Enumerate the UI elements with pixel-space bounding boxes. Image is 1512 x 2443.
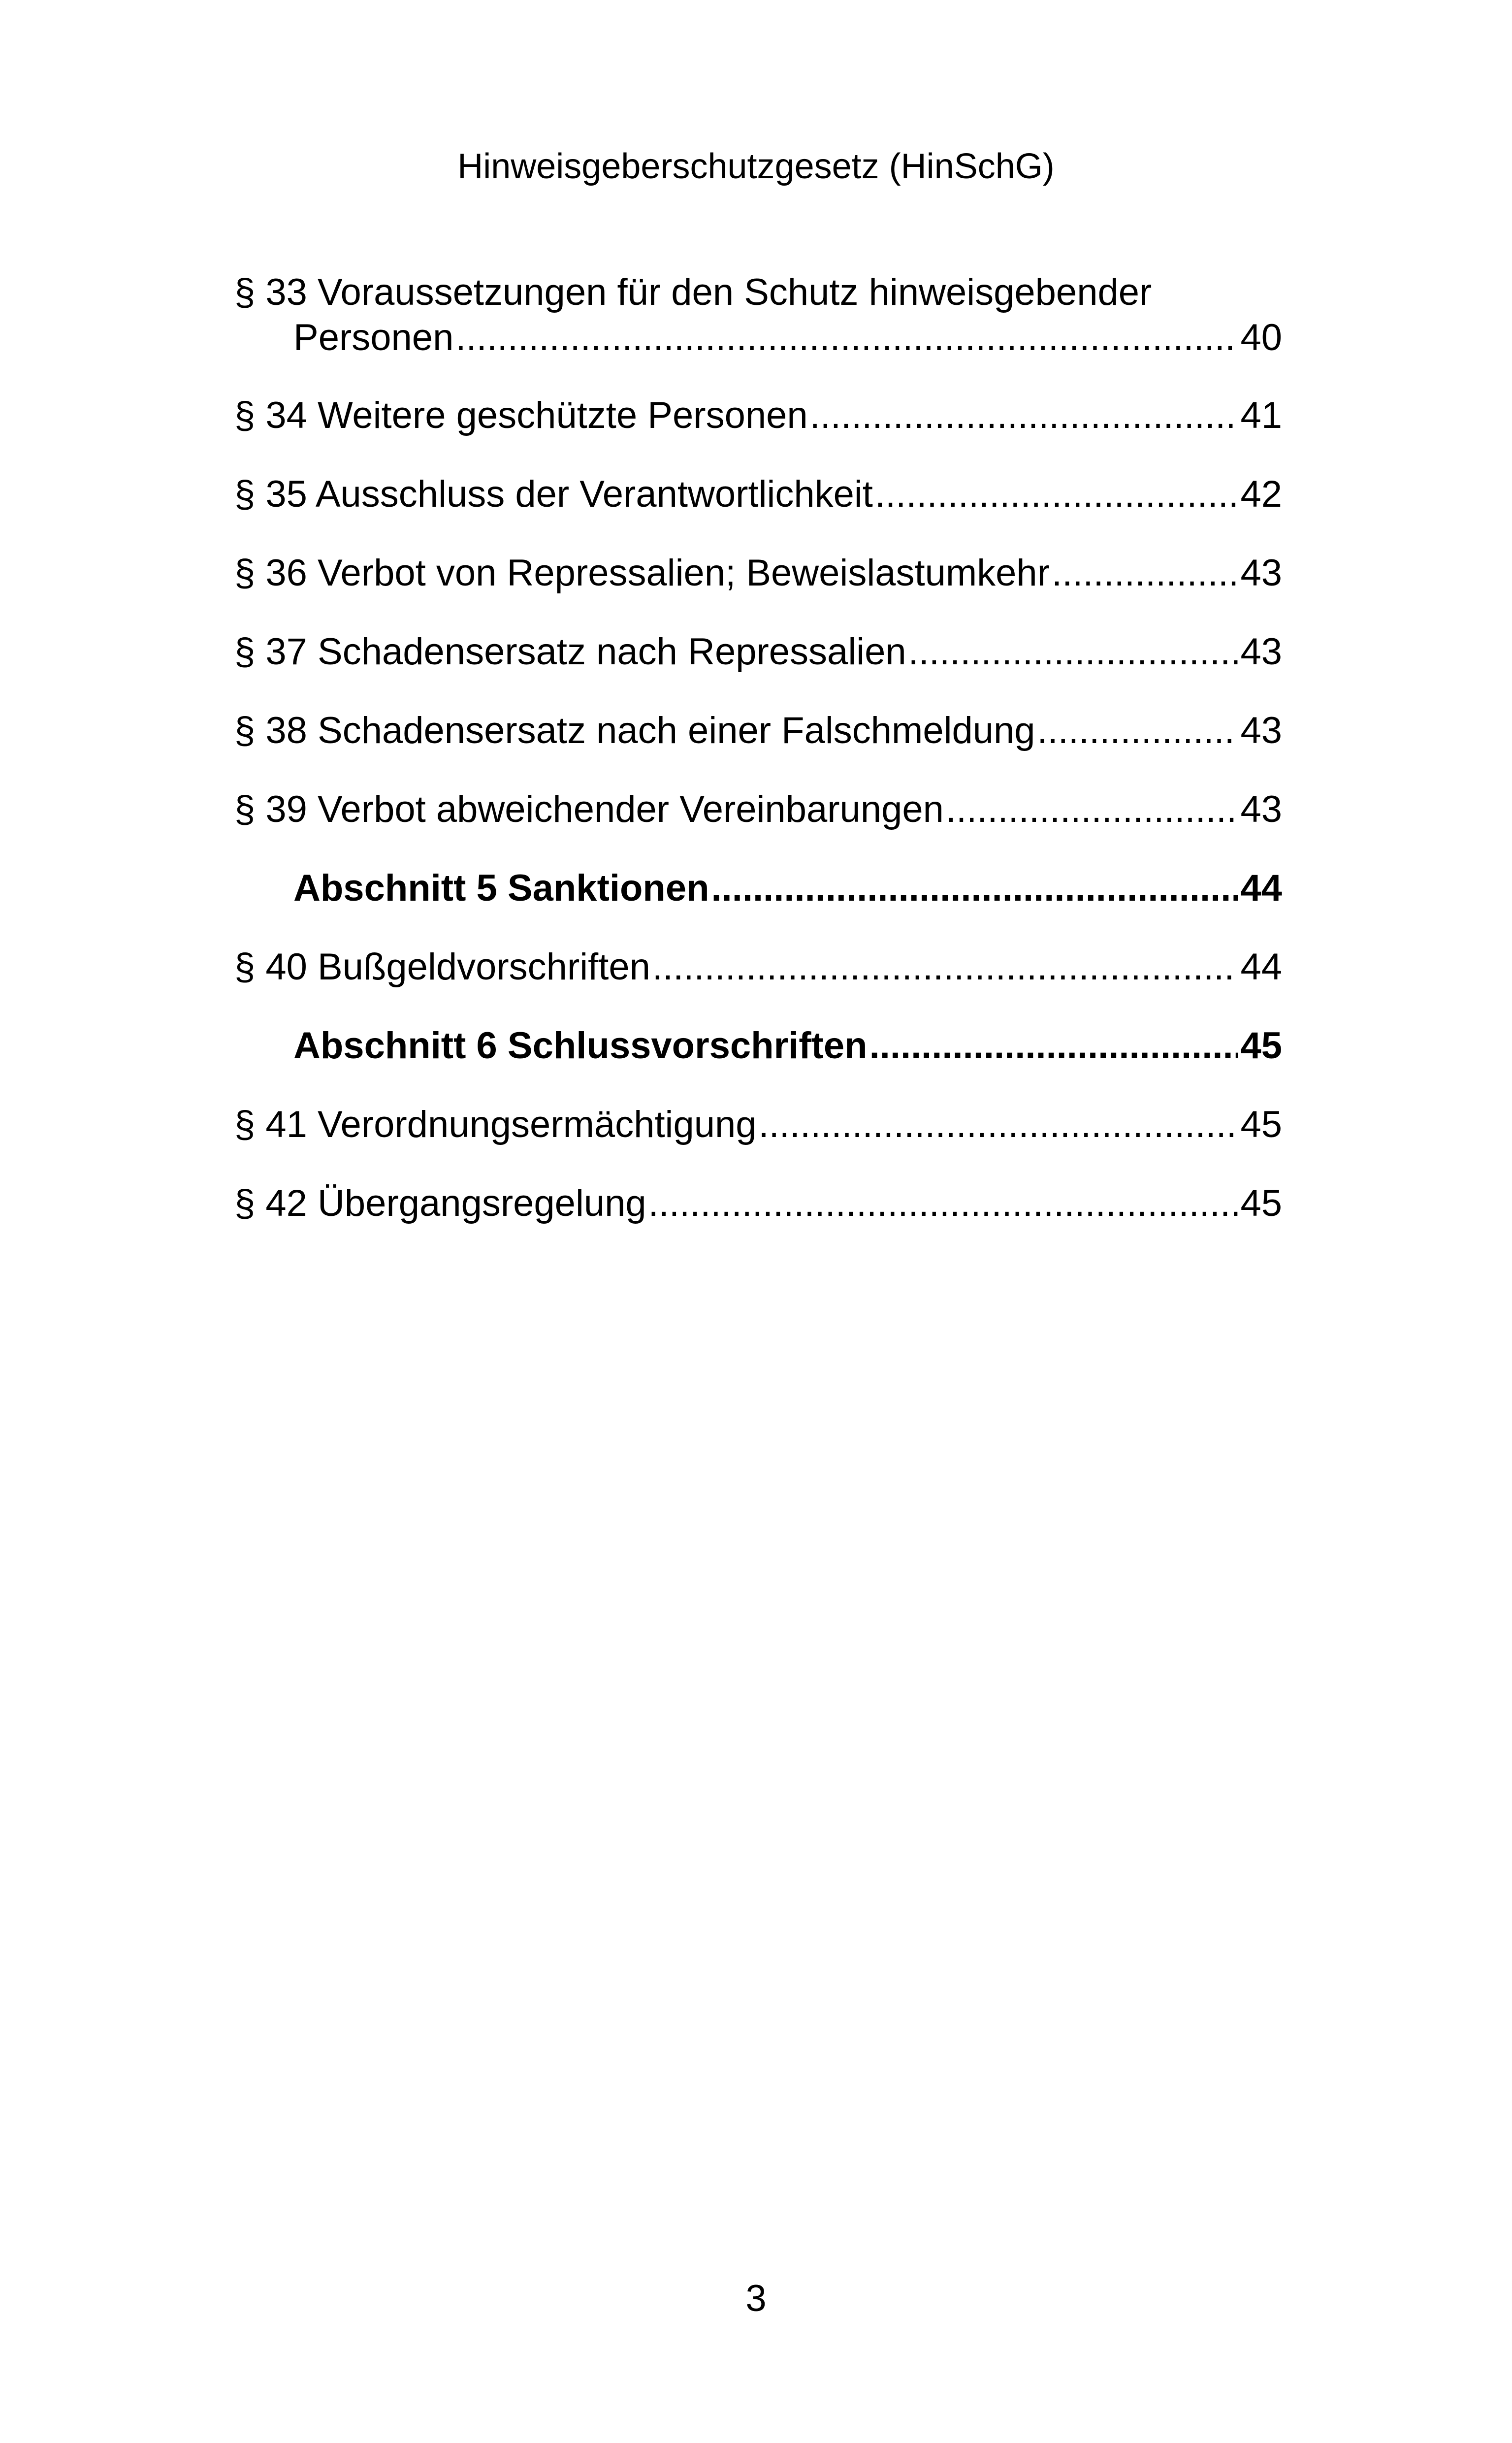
dot-leader: [652, 945, 1239, 990]
toc-entry-title: § 37 Schadensersatz nach Repressalien: [234, 631, 906, 673]
toc-entry[interactable]: [234, 270, 1282, 360]
dot-leader: [759, 1102, 1239, 1147]
toc-section-title: Abschnitt 5 Sanktionen: [293, 867, 709, 909]
toc-entry-title: § 40 Bußgeldvorschriften: [234, 946, 650, 988]
toc-entry[interactable]: [234, 787, 1282, 832]
toc-entry[interactable]: [234, 551, 1282, 596]
toc-entry[interactable]: [234, 629, 1282, 675]
toc-entry-title: § 35 Ausschluss der Verantwortlichkeit: [234, 473, 873, 515]
toc-entry[interactable]: [234, 1102, 1282, 1147]
toc-entry[interactable]: [234, 472, 1282, 517]
toc-entry-title: § 38 Schadensersatz nach einer Falschmeldung: [234, 710, 1035, 751]
dot-leader: [869, 1023, 1239, 1069]
toc-page-number: 43: [1240, 631, 1282, 673]
toc-entry-title: § 33 Voraussetzungen für den Schutz hinweisgebender: [234, 271, 1152, 313]
dot-leader: [1037, 708, 1239, 753]
toc-section-title: Abschnitt 6 Schlussvorschriften: [293, 1025, 868, 1067]
toc-page-number: 42: [1240, 473, 1282, 515]
toc-entry[interactable]: [234, 393, 1282, 438]
toc-page-number: 44: [1240, 946, 1282, 988]
toc-page-number: 45: [1240, 1104, 1282, 1145]
dot-leader: [711, 866, 1239, 911]
toc-entry-title: § 36 Verbot von Repressalien; Beweislastumkehr: [234, 552, 1050, 594]
dot-leader: [875, 472, 1239, 517]
toc-page-number: 45: [1240, 1025, 1282, 1067]
toc-entry-title-continued: Personen: [293, 317, 454, 358]
toc-page-number: 43: [1240, 552, 1282, 594]
toc-entry[interactable]: [234, 945, 1282, 990]
toc-section-entry[interactable]: [234, 1023, 1282, 1069]
toc-entry-title: § 34 Weitere geschützte Personen: [234, 394, 808, 436]
toc-page-number: 40: [1240, 317, 1282, 358]
toc-page-number: 43: [1240, 788, 1282, 830]
toc-page-number: 44: [1240, 867, 1282, 909]
toc-page-number: 45: [1240, 1182, 1282, 1224]
dot-leader: [946, 787, 1239, 832]
dot-leader: [455, 315, 1238, 360]
page-number: 3: [745, 2278, 767, 2319]
toc-entry[interactable]: [234, 708, 1282, 753]
toc-page-number: 43: [1240, 710, 1282, 751]
toc-entry-title: § 42 Übergangsregelung: [234, 1182, 646, 1224]
dot-leader: [810, 393, 1239, 438]
dot-leader: [1052, 551, 1238, 596]
toc-entry-title: § 41 Verordnungsermächtigung: [234, 1104, 757, 1145]
toc-section-entry[interactable]: [234, 866, 1282, 911]
toc-page-number: 41: [1240, 394, 1282, 436]
running-header: Hinweisgeberschutzgesetz (HinSchG): [457, 147, 1055, 186]
toc-entry[interactable]: [234, 1181, 1282, 1226]
dot-leader: [908, 629, 1239, 675]
dot-leader: [648, 1181, 1239, 1226]
toc-entry-title: § 39 Verbot abweichender Vereinbarungen: [234, 788, 944, 830]
